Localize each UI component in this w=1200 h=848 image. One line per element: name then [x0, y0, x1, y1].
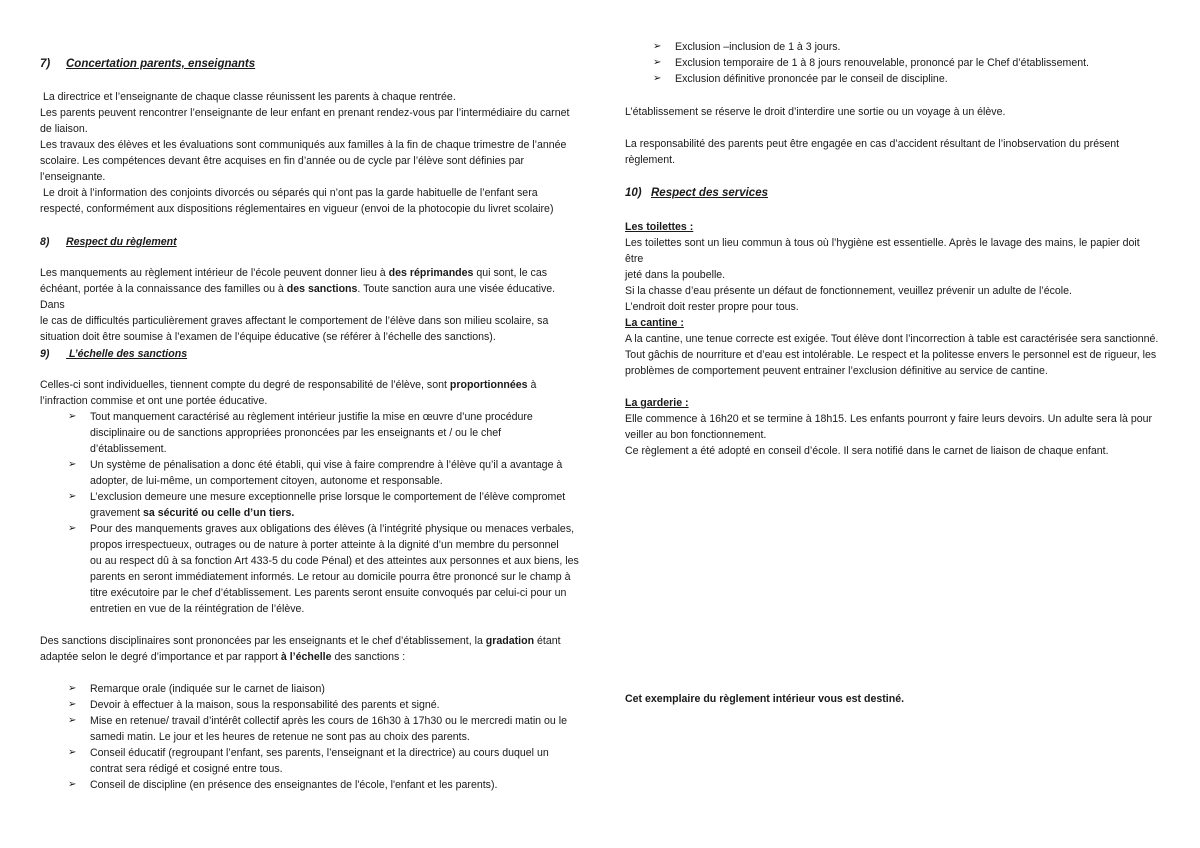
arrow-bullet-icon: ➢ — [68, 459, 77, 470]
text-line: scolaire. Les compétences devant être acquises en fin d’année ou de cycle par l’élève sont définies par — [40, 155, 525, 167]
list-item — [68, 713, 580, 745]
text-line: Devoir à effectuer à la maison, sous la responsabilité des parents et signé. — [90, 699, 440, 711]
text-span: qui sont, le cas — [473, 267, 548, 279]
arrow-bullet-icon: ➢ — [68, 747, 77, 758]
text-line — [90, 505, 580, 521]
garderie-section — [625, 395, 1160, 459]
text-line: Un système de pénalisation a donc été établi, qui vise à faire comprendre à l’élève qu’il a avantage à — [90, 459, 563, 471]
text-line: parents en seront immédiatement informés. Le retour au domicile pourra être prononcé sur le champ à — [90, 571, 571, 583]
section-8-heading — [40, 234, 177, 250]
section-number: 9) — [40, 348, 50, 360]
text-line: Remarque orale (indiquée sur le carnet de liaison) — [90, 683, 325, 695]
text-line — [40, 265, 580, 281]
list-item — [68, 681, 580, 697]
arrow-bullet-icon: ➢ — [653, 73, 662, 84]
text-line: jeté dans la poubelle. — [625, 269, 726, 281]
section-title: Respect du règlement — [66, 236, 177, 248]
text-line: problèmes de comportement peuvent entrainer l’exclusion définitive au service de cantine. — [625, 365, 1048, 377]
list-item — [653, 39, 1160, 55]
text-line: titre exécutoire par le chef d’établissement. Les parents seront ensuite convoqués par celui-ci pour un — [90, 587, 567, 599]
outing-paragraph — [625, 104, 1160, 120]
subsection-title: Les toilettes : — [625, 221, 694, 233]
text-line: Pour des manquements graves aux obligations des élèves (à l’intégrité physique ou menaces verbales, — [90, 523, 575, 535]
bold-text: des réprimandes — [388, 267, 474, 279]
text-line: de liaison. — [40, 123, 88, 135]
text-line: La directrice et l’enseignante de chaque classe réunissent les parents à chaque rentrée. — [40, 91, 456, 103]
text-line: entretien en vue de la réintégration de l’élève. — [90, 603, 305, 615]
section-number: 10) — [625, 187, 642, 199]
text-line — [40, 633, 580, 649]
section-title: L’échelle des sanctions — [66, 348, 188, 360]
bold-text: à l’échelle — [280, 651, 332, 663]
section-number: 7) — [40, 58, 51, 70]
bold-text: des sanctions — [286, 283, 358, 295]
section-7-body — [40, 89, 580, 217]
section-number: 8) — [40, 236, 50, 248]
text-line: samedi matin. Le jour et les heures de retenue ne sont pas au choix des parents. — [90, 731, 470, 743]
closing-statement — [625, 691, 1160, 707]
text-line: Mise en retenue/ travail d’intérêt collectif après les cours de 16h30 à 17h30 ou le mercredi matin ou le — [90, 715, 567, 727]
section-7-heading — [40, 56, 255, 72]
arrow-bullet-icon: ➢ — [68, 715, 77, 726]
text-span: échéant, portée à la connaissance des familles ou à — [40, 283, 287, 295]
text-line: Tout gâchis de nourriture et d’eau est intolérable. Le respect et la politesse envers le personnel est de rigueur, les — [625, 349, 1157, 361]
text-span: étant — [534, 635, 561, 647]
closing-text: Cet exemplaire du règlement intérieur vous est destiné. — [625, 693, 905, 705]
arrow-bullet-icon: ➢ — [68, 523, 77, 534]
text-line: L’endroit doit rester propre pour tous. — [625, 301, 799, 313]
text-span: Les manquements au règlement intérieur de l’école peuvent donner lieu à — [40, 267, 389, 279]
arrow-bullet-icon: ➢ — [653, 41, 662, 52]
text-span: gravement — [90, 507, 143, 519]
text-line: L’établissement se réserve le droit d’interdire une sortie ou un voyage à un élève. — [625, 106, 1006, 118]
arrow-bullet-icon: ➢ — [68, 779, 77, 790]
section-title: Concertation parents, enseignants — [66, 58, 256, 70]
text-line: Ce règlement a été adopté en conseil d’école. Il sera notifié dans le carnet de liaison de chaque enfant. — [625, 445, 1109, 457]
section-8-body — [40, 265, 580, 345]
text-line: adopter, de lui-même, un comportement citoyen, autonome et responsable. — [90, 475, 443, 487]
bold-text: sa sécurité ou celle d’un tiers. — [143, 507, 295, 519]
text-line — [40, 281, 580, 313]
text-line: Les travaux des élèves et les évaluations sont communiqués aux familles à la fin de chaque trimestre de l’année — [40, 139, 567, 151]
text-line: respecté, conformément aux dispositions réglementaires en vigueur (envoi de la photocopie du livret scolaire) — [40, 203, 554, 215]
text-line: Conseil de discipline (en présence des enseignantes de l'école, l'enfant et les parents). — [90, 779, 498, 791]
list-item — [68, 521, 580, 617]
text-line — [40, 649, 580, 665]
arrow-bullet-icon: ➢ — [68, 699, 77, 710]
responsibility-paragraph — [625, 136, 1160, 168]
bold-text: gradation — [485, 635, 535, 647]
list-item — [653, 55, 1160, 71]
arrow-bullet-icon: ➢ — [653, 57, 662, 68]
text-line: contrat sera rédigé et cosigné entre tous. — [90, 763, 283, 775]
section-9-intro — [40, 377, 580, 409]
cantine-section — [625, 315, 1160, 379]
text-line: veiller au bon fonctionnement. — [625, 429, 767, 441]
text-line: Conseil éducatif (regroupant l’enfant, ses parents, l’enseignant et la directrice) au cours duquel un — [90, 747, 549, 759]
subsection-title: La garderie : — [625, 397, 689, 409]
arrow-bullet-icon: ➢ — [68, 491, 77, 502]
text-line: Exclusion temporaire de 1 à 8 jours renouvelable, prononcé par le Chef d’établissement. — [675, 57, 1089, 69]
text-line: Les parents peuvent rencontrer l’enseignante de leur enfant en prenant rendez-vous par l’intermédiaire du carnet — [40, 107, 570, 119]
section-title: Respect des services — [651, 187, 768, 199]
list-item — [68, 697, 580, 713]
bold-text: proportionnées — [449, 379, 528, 391]
list-item — [68, 489, 580, 521]
subsection-title: La cantine : — [625, 317, 684, 329]
text-line: Les toilettes sont un lieu commun à tous où l’hygiène est essentielle. Après le lavage des mains, le papier doit être — [625, 237, 1140, 265]
text-span: à — [527, 379, 537, 391]
text-line: Elle commence à 16h20 et se termine à 18h15. Les enfants pourront y faire leurs devoirs. Un adulte sera là pour — [625, 413, 1153, 425]
text-line: A la cantine, une tenue correcte est exigée. Tout élève dont l’incorrection à table est caractérisée sera sanctionné. — [625, 333, 1159, 345]
gradation-paragraph — [40, 633, 580, 665]
text-line: La responsabilité des parents peut être engagée en cas d’accident résultant de l’inobservation du présent — [625, 138, 1120, 150]
list-item — [653, 71, 1160, 87]
text-line: Exclusion –inclusion de 1 à 3 jours. — [675, 41, 841, 53]
text-line: Tout manquement caractérisé au règlement intérieur justifie la mise en œuvre d’une procédure — [90, 411, 533, 423]
section-9-heading — [40, 346, 187, 362]
text-span: Celles-ci sont individuelles, tiennent compte du degré de responsabilité de l’élève, sont — [40, 379, 450, 391]
list-item — [68, 409, 580, 457]
arrow-bullet-icon: ➢ — [68, 411, 77, 422]
text-line: Si la chasse d’eau présente un défaut de fonctionnement, veuillez prévenir un adulte de l’école. — [625, 285, 1072, 297]
text-span: . Toute sanction aura une visée éducative. Dans — [40, 283, 556, 311]
list-item — [68, 777, 580, 793]
sanction-scale-list — [68, 681, 580, 793]
text-span: Des sanctions disciplinaires sont prononcées par les enseignants et le chef d’établissement, la — [40, 635, 486, 647]
text-line: d’établissement. — [90, 443, 167, 455]
text-line: propos irrespectueux, outrages ou de nature à porter atteinte à la dignité d’un membre du personnel — [90, 539, 559, 551]
text-line: Le droit à l’information des conjoints divorcés ou séparés qui n’ont pas la garde habituelle de l’enfant sera — [40, 187, 538, 199]
text-line: situation doit être soumise à l’examen de l’équipe éducative (se référer à l’échelle des sanctions). — [40, 331, 496, 343]
text-line: Exclusion définitive prononcée par le conseil de discipline. — [675, 73, 948, 85]
text-line: l’enseignante. — [40, 171, 106, 183]
toilettes-section — [625, 219, 1160, 315]
arrow-bullet-icon: ➢ — [68, 683, 77, 694]
text-span: des sanctions : — [331, 651, 406, 663]
exclusion-list — [653, 39, 1160, 87]
section-10-heading — [625, 185, 768, 201]
text-line: règlement. — [625, 154, 676, 166]
list-item — [68, 457, 580, 489]
text-line: L’exclusion demeure une mesure exceptionnelle prise lorsque le comportement de l’élève compromet — [90, 491, 566, 503]
text-line: l’infraction commise et ont une portée éducative. — [40, 395, 268, 407]
text-line — [40, 377, 580, 393]
text-line: le cas de difficultés particulièrement graves affectant le comportement de l’élève dans son milieu scolaire, sa — [40, 315, 549, 327]
text-line: disciplinaire ou de sanctions appropriées prononcées par les enseignants et / ou le chef — [90, 427, 502, 439]
text-line: ou au respect dû à sa fonction Art 433-5 du code Pénal) et des atteintes aux personnes et aux biens, les — [90, 555, 579, 567]
text-span: adaptée selon le degré d’importance et par rapport — [40, 651, 281, 663]
sanction-principles-list — [68, 409, 580, 617]
list-item — [68, 745, 580, 777]
